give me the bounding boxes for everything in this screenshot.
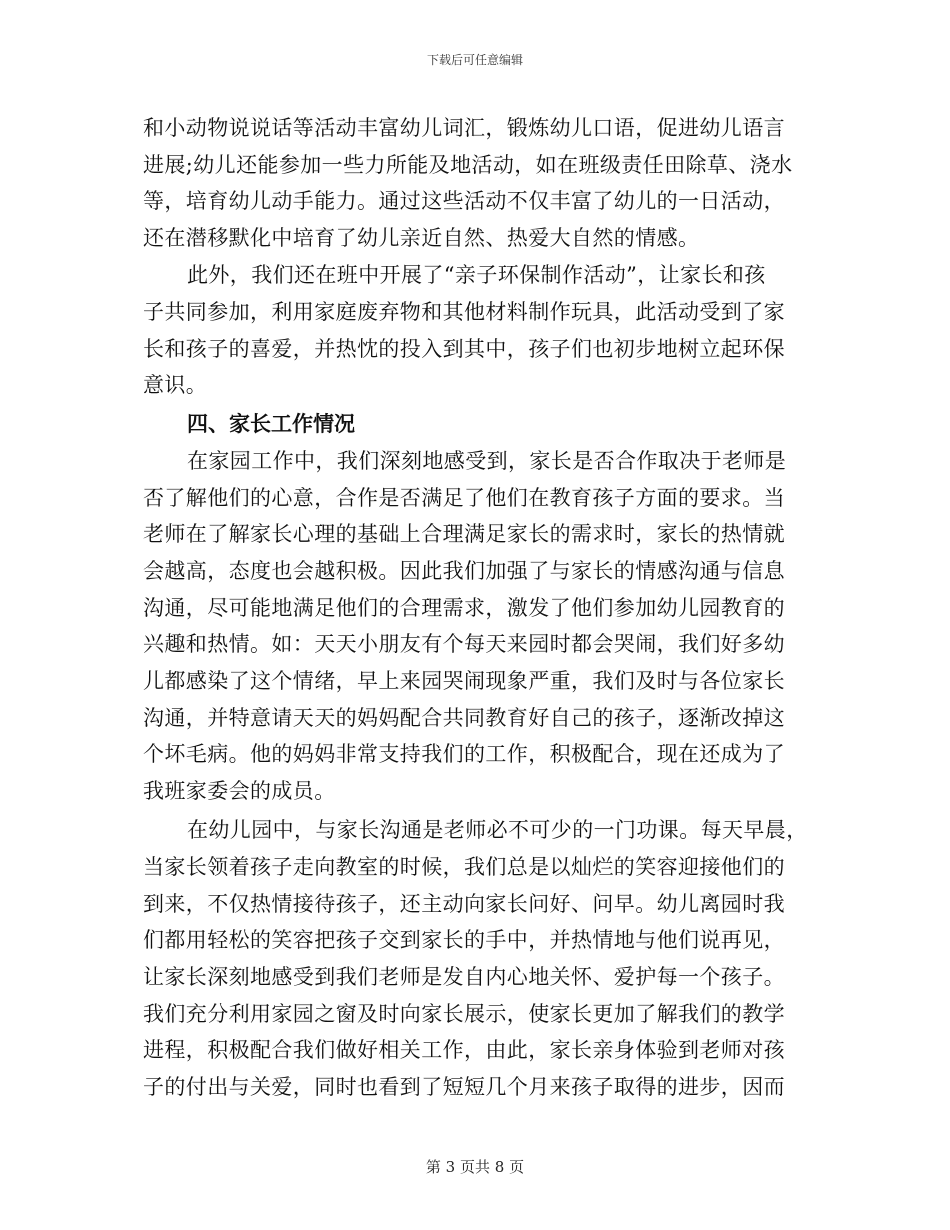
paragraph-3-line-7: 儿都感染了这个情绪，早上来园哭闹现象严重，我们及时与各位家长 [143, 669, 785, 693]
paragraph-3-line-3: 老师在了解家长心理的基础上合理满足家长的需求时，家长的热情就 [143, 522, 785, 546]
paragraph-3-line-6: 兴趣和热情。如：天天小朋友有个每天来园时都会哭闹，我们好多幼 [143, 632, 785, 656]
paragraph-1-line-4: 还在潜移默化中培育了幼儿亲近自然、热爱大自然的情感。 [143, 226, 700, 250]
paragraph-3-line-10: 我班家委会的成员。 [143, 779, 336, 803]
paragraph-4-line-2: 当家长领着孩子走向教室的时候，我们总是以灿烂的笑容迎接他们的 [143, 855, 785, 879]
paragraph-3-line-8: 沟通，并特意请天天的妈妈配合共同教育好自己的孩子，逐渐改掉这 [143, 706, 785, 730]
paragraph-3-line-5: 沟通，尽可能地满足他们的合理需求，激发了他们参加幼儿园教育的 [143, 596, 785, 620]
paragraph-4-line-8: 子的付出与关爱，同时也看到了短短几个月来孩子取得的进步，因而 [143, 1075, 785, 1099]
paragraph-4-line-4: 们都用轻松的笑容把孩子交到家长的手中，并热情地与他们说再见， [143, 928, 785, 952]
page-footer: 第 3 页共 8 页 [425, 1158, 525, 1176]
paragraph-3-line-1: 在家园工作中，我们深刻地感受到，家长是否合作取决于老师是 [187, 449, 787, 473]
paragraph-4-line-1: 在幼儿园中，与家长沟通是老师必不可少的一门功课。每天早晨， [187, 818, 808, 842]
paragraph-4-line-5: 让家长深刻地感受到我们老师是发自内心地关怀、爱护每一个孩子。 [143, 965, 785, 989]
paragraph-1-line-3: 等，培育幼儿动手能力。通过这些活动不仅丰富了幼儿的一日活动， [143, 189, 785, 213]
paragraph-3-line-2: 否了解他们的心意，合作是否满足了他们在教育孩子方面的要求。当 [143, 486, 785, 510]
paragraph-4-line-3: 到来，不仅热情接待孩子，还主动向家长问好、问早。幼儿离园时我 [143, 892, 785, 916]
paragraph-2-line-2: 子共同参加，利用家庭废弃物和其他材料制作玩具，此活动受到了家 [143, 300, 785, 324]
paragraph-1-line-1: 和小动物说说话等活动丰富幼儿词汇，锻炼幼儿口语，促进幼儿语言 [143, 116, 785, 140]
paragraph-2-line-4: 意识。 [143, 373, 208, 397]
paragraph-4-line-7: 进程，积极配合我们做好相关工作，由此，家长亲身体验到老师对孩 [143, 1038, 785, 1062]
paragraph-1-line-2: 进展;幼儿还能参加一些力所能及地活动，如在班级责任田除草、浇水 [143, 153, 793, 177]
paragraph-2-line-3: 长和孩子的喜爱，并热忱的投入到其中，孩子们也初步地树立起环保 [143, 337, 785, 361]
paragraph-3-line-4: 会越高，态度也会越积极。因此我们加强了与家长的情感沟通与信息 [143, 559, 785, 583]
page-header: 下载后可任意编辑 [426, 53, 523, 67]
section-heading: 四、家长工作情况 [187, 412, 355, 436]
paragraph-3-line-9: 个坏毛病。他的妈妈非常支持我们的工作，积极配合，现在还成为了 [143, 742, 785, 766]
paragraph-2-line-1: 此外，我们还在班中开展了“亲子环保制作活动”，让家长和孩 [187, 263, 766, 287]
paragraph-4-line-6: 我们充分利用家园之窗及时向家长展示，使家长更加了解我们的教学 [143, 1002, 785, 1026]
